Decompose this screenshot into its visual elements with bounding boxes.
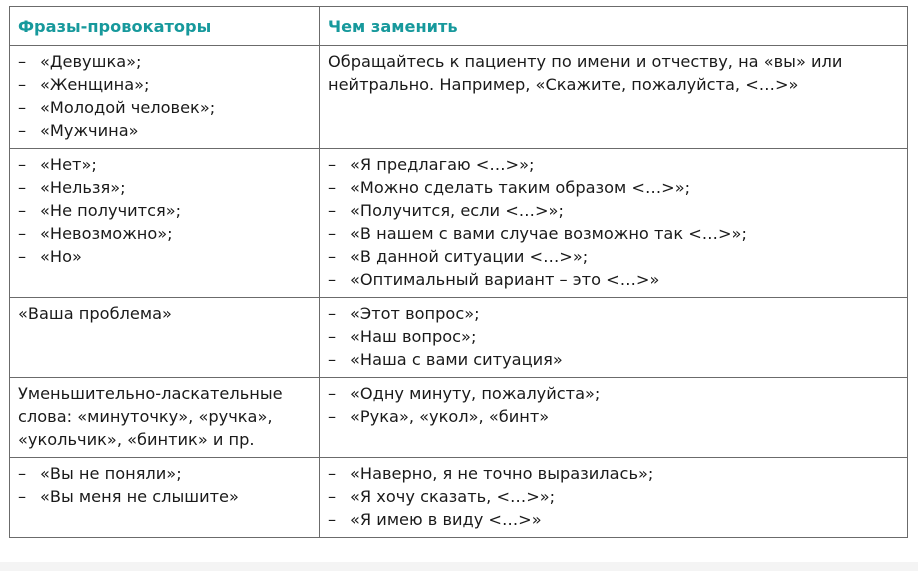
list-item: – «Этот вопрос»; [328,302,899,325]
text-line: «укольчик», «бинтик» и пр. [18,430,255,449]
list-item: – «Женщина»; [18,73,311,96]
list-item: – «Вы не поняли»; [18,462,311,485]
table-row [10,149,908,298]
list-item: – «Я хочу сказать, <…>»; [328,485,899,508]
list-item: – «Нельзя»; [18,176,311,199]
list-item: – «Нет»; [18,153,311,176]
phrase-text [18,302,311,325]
list-item: – «Наша с вами ситуация» [328,348,899,371]
phrase-text [18,382,311,451]
list-item: – «Можно сделать таким образом <…>»; [328,176,899,199]
list-item: – «Получится, если <…>»; [328,199,899,222]
replacement-cell [320,458,908,538]
list-item: – «Невозможно»; [18,222,311,245]
list-item: – «Я имею в виду <…>» [328,508,899,531]
replacement-cell [320,298,908,378]
list-item: – «Наш вопрос»; [328,325,899,348]
table-row [10,298,908,378]
list-item: – «Молодой человек»; [18,96,311,119]
list-item: – «Девушка»; [18,50,311,73]
replacement-list [328,462,899,531]
replacement-text [328,50,899,96]
list-item: – «В данной ситуации <…>»; [328,245,899,268]
text-line: Уменьшительно-ласкательные [18,384,283,403]
list-item: – «Не получится»; [18,199,311,222]
replacement-list [328,382,899,428]
list-item: – «Я предлагаю <…>»; [328,153,899,176]
phrase-list [18,153,311,268]
provocative-cell [10,149,320,298]
provocative-cell [10,458,320,538]
text-line: Обращайтесь к пациенту по имени и отчеству, на «вы» или [328,52,843,71]
provocative-cell [10,298,320,378]
phrase-list [18,50,311,142]
list-item: – «Вы меня не слышите» [18,485,311,508]
provocative-cell [10,378,320,458]
replacement-list [328,153,899,291]
list-item: – «Наверно, я не точно выразилась»; [328,462,899,485]
table-row [10,46,908,149]
list-item: – «В нашем с вами случае возможно так <…>»; [328,222,899,245]
header-replacement: Чем заменить [320,7,908,46]
list-item: – «Но» [18,245,311,268]
text-line: слова: «минуточку», «ручка», [18,407,273,426]
replacement-cell [320,149,908,298]
text-line: «Ваша проблема» [18,304,172,323]
phrase-list [18,462,311,508]
table-row [10,458,908,538]
provocative-cell [10,46,320,149]
list-item: – «Мужчина» [18,119,311,142]
replacement-cell [320,46,908,149]
phrases-table [9,6,908,538]
page-bottom-strip [0,562,918,571]
list-item: – «Рука», «укол», «бинт» [328,405,899,428]
replacement-cell [320,378,908,458]
list-item: – «Оптимальный вариант – это <…>» [328,268,899,291]
table-row [10,378,908,458]
text-line: нейтрально. Например, «Скажите, пожалуйста, <…>» [328,75,799,94]
header-provocative-phrases: Фразы-провокаторы [10,7,320,46]
replacement-list [328,302,899,371]
header-row [10,7,908,46]
list-item: – «Одну минуту, пожалуйста»; [328,382,899,405]
